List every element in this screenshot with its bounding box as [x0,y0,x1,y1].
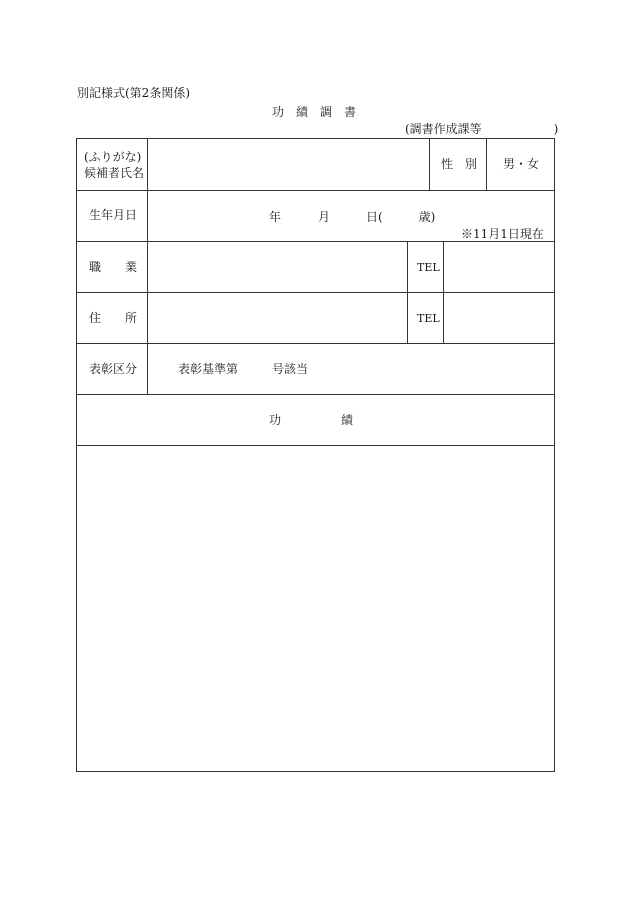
address-label: 住 所 [89,311,138,325]
category-label: 表彰区分 [89,362,138,376]
tel-value-divider [443,241,444,344]
label-column-divider [147,138,148,395]
birth-label: 生年月日 [89,208,138,222]
address-tel-field[interactable] [446,294,553,341]
category-prefix: 表彰基準第 [178,362,239,376]
candidate-name-label: 候補者氏名 [84,166,145,180]
dept-note: (調書作成課等 ) [405,122,559,136]
form-label: 別記様式(第2条関係) [77,86,190,100]
birth-month[interactable]: 月 [318,210,331,224]
address-tel-label: TEL [417,312,440,325]
category-suffix: 号該当 [272,362,309,376]
page-title: 功 績 調 書 [272,105,357,119]
occupation-tel-field[interactable] [446,243,553,290]
sex-label: 性 別 [441,157,478,171]
row-divider [76,445,555,446]
achievements-field[interactable] [78,447,553,769]
occupation-tel-label: TEL [417,261,440,274]
birth-year[interactable]: 年 [269,210,282,224]
furigana-label: (ふりがな) [84,150,142,164]
occupation-field[interactable] [150,243,405,290]
birth-day-age[interactable]: 日( 歳) [366,210,436,224]
achievements-header: 功 績 [269,413,354,427]
birth-note: ※11月1日現在 [461,227,544,241]
address-field[interactable] [150,294,405,341]
candidate-name-field[interactable] [150,140,427,189]
tel-label-divider [407,241,408,344]
sex-label-divider [429,138,430,191]
occupation-label: 職 業 [89,260,138,274]
sex-value-divider [486,138,487,191]
sex-value[interactable]: 男・女 [503,157,540,171]
